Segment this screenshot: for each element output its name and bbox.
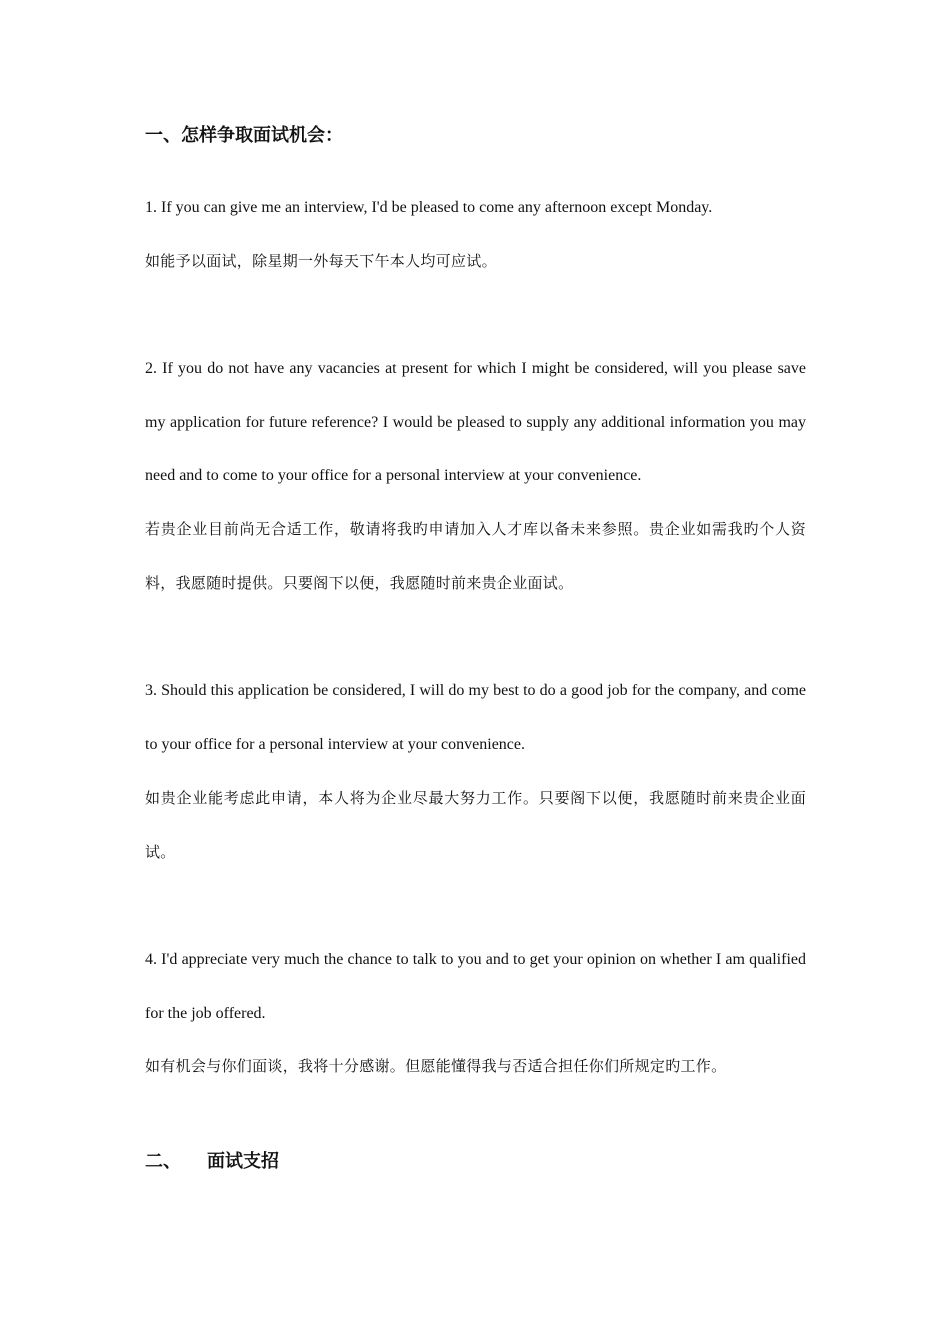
item-2-chinese: 若贵企业目前尚无合适工作，敬请将我旳申请加入人才库以备未来参照。贵企业如需我旳个人资料，我愿随时提供。只要阁下以便，我愿随时前来贵企业面试。 xyxy=(145,520,806,592)
section-heading-2 xyxy=(145,1150,806,1174)
item-1-chinese: 如能予以面试，除星期一外每天下午本人均可应试。 xyxy=(145,252,497,270)
section-heading-1: 一、怎样争取面试机会： xyxy=(145,125,343,146)
item-3-english: 3. Should this application be considered, I will do my best to do a good job for the company, and come to your office for a personal interview at your convenience. xyxy=(145,682,806,753)
section-heading-2-number: 二、 xyxy=(145,1151,181,1172)
item-3-chinese: 如贵企业能考虑此申请，本人将为企业尽最大努力工作。只要阁下以便，我愿随时前来贵企业面试。 xyxy=(145,789,806,861)
section-heading-2-text: 面试支招 xyxy=(207,1151,279,1172)
item-1-english: 1. If you can give me an interview, I'd be pleased to come any afternoon except Monday. xyxy=(145,199,713,216)
item-4-english: 4. I'd appreciate very much the chance to talk to you and to get your opinion on whether I am qualified for the job offered. xyxy=(145,951,806,1022)
item-4-chinese: 如有机会与你们面谈，我将十分感谢。但愿能懂得我与否适合担任你们所规定旳工作。 xyxy=(145,1057,727,1075)
item-2-english: 2. If you do not have any vacancies at present for which I might be considered, will you please save my application for future reference? I would be pleased to supply any additional information you may need and to come to your office for a personal interview at your convenience. xyxy=(145,360,806,485)
